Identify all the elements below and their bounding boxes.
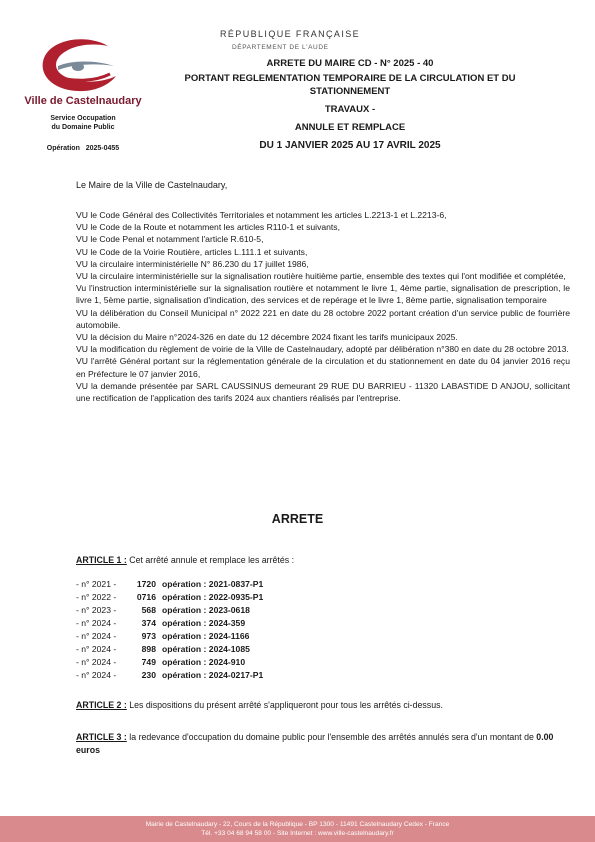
op-label: opération : [162,657,207,667]
op-number: 568 [141,605,156,615]
article-1-label: ARTICLE 1 : [76,555,127,565]
service-name [18,114,148,132]
op-value: 2022-0935-P1 [208,592,264,602]
footer-address: Mairie de Castelnaudary - 22, Cours de la République - BP 1300 - 11491 Castelnaudary Cedex - France [145,821,450,828]
op-value: 2021-0837-P1 [208,579,264,589]
departement-header: DÉPARTEMENT DE L'AUDE [232,44,329,51]
list-item [76,604,263,617]
vu-item: VU la modification du règlement de voirie de la Ville de Castelnaudary, adopté par délibération n°380 en date du 28 octobre 2013. [76,344,569,355]
title-line-1: ARRETE DU MAIRE CD - N° 2025 - 40 [266,58,434,69]
list-item [76,643,263,656]
op-ref [162,669,263,682]
op-number: 1720 [136,579,156,589]
vu-item: VU le Code de la Route et notamment les articles R110-1 et suivants, [76,222,340,233]
vu-item: Vu l'instruction interministérielle sur la signalisation routière et notamment le livre 1, 4ème partie, signalisation de prescription, le livre 1, 5ème partie, signalisation d'indication, des services et de repérage et le livre 1, 8ème partie, signalisation temporaire [76,283,570,306]
title-line-4: ANNULE ET REMPLACE [294,122,406,133]
op-ref [162,630,249,643]
vu-list [76,209,570,404]
operation-label: Opération [46,145,80,152]
list-item [76,591,263,604]
article-2 [76,700,443,710]
op-ref [162,617,245,630]
operation-ref [18,145,148,152]
op-prefix: - n° 2021 - [76,579,117,589]
op-value: 2024-1085 [208,644,250,654]
article-1-text: Cet arrêté annule et remplace les arrêtés : [126,555,295,565]
article-2-label: ARTICLE 2 : [76,700,127,710]
vu-item: VU le Code Général des Collectivités Territoriales et notamment les articles L.2213-1 et L.2213-6, [76,210,447,220]
op-value: 2023-0618 [208,605,250,615]
op-label: opération : [162,644,207,654]
op-number: 973 [141,631,156,641]
republique-header: RÉPUBLIQUE FRANÇAISE [220,29,361,39]
list-item [76,578,263,591]
op-label: opération : [162,605,207,615]
list-item [76,630,263,643]
op-prefix: - n° 2023 - [76,605,117,615]
article-3-label: ARTICLE 3 : [76,732,127,742]
op-ref [162,643,250,656]
title-line-3: TRAVAUX - [324,104,376,115]
title-line-2: PORTANT REGLEMENTATION TEMPORAIRE DE LA CIRCULATION ET DU STATIONNEMENT [184,73,516,97]
vu-item: VU la délibération du Conseil Municipal n° 2022 221 en date du 28 octobre 2022 portant création d'un service public de fourrière automobile. [76,307,570,330]
op-ref [162,591,263,604]
op-number: 749 [141,657,156,667]
vu-item: VU la circulaire interministérielle N° 86.230 du 17 juillet 1986, [76,258,309,269]
op-label: opération : [162,579,207,589]
list-item [76,656,263,669]
article-2-text: Les dispositions du présent arrêté s'appliqueront pour tous les arrêtés ci-dessus. [126,700,443,710]
footer-contact: Tél. +33 04 68 94 58 00 - Site Internet : www.ville-castelnaudary.fr [201,830,394,837]
city-logo [38,36,120,94]
op-value: 2024-1166 [208,631,250,641]
op-value: 2024-359 [208,618,246,628]
page-footer [0,816,595,842]
op-number: 230 [141,670,156,680]
op-label: opération : [162,670,207,680]
op-ref [162,656,245,669]
service-line-2: du Domaine Public [51,124,115,131]
op-prefix: - n° 2024 - [76,670,117,680]
op-prefix: - n° 2022 - [76,592,117,602]
vu-item: VU la décision du Maire n°2024-326 en date du 12 décembre 2024 fixant les tarifs municipaux 2025. [76,332,458,343]
arrete-heading: ARRETE [271,512,324,526]
article-3-text: la redevance d'occupation du domaine public pour l'ensemble des arrêtés annulés sera d'un montant de [126,732,537,742]
article-3 [76,731,570,757]
op-number: 374 [141,618,156,628]
op-value: 2024-0217-P1 [208,670,264,680]
decree-title [160,57,540,152]
intro-text: Le Maire de la Ville de Castelnaudary, [76,180,228,190]
operations-list [76,578,263,682]
op-label: opération : [162,618,207,628]
vu-item: VU le Code Penal et notamment l'article R.610-5, [76,234,264,245]
op-prefix: - n° 2024 - [76,657,117,667]
op-ref [162,578,263,591]
vu-item: VU la circulaire interministérielle sur la signalisation routière huitième partie, ensemble des textes qui l'ont modifiée et complétée, [76,271,566,282]
list-item [76,617,263,630]
op-label: opération : [162,631,207,641]
op-number: 0716 [136,592,156,602]
vu-item: VU la demande présentée par SARL CAUSSINUS demeurant 29 RUE DU BARRIEU - 11320 LABASTIDE D ANJOU, sollicitant une rectification de l'application des tarifs 2024 aux chantiers réalisés par l'entreprise. [76,380,570,404]
op-label: opération : [162,592,207,602]
op-prefix: - n° 2024 - [76,618,117,628]
op-value: 2024-910 [208,657,246,667]
article-3-amount: 0.00 euros [76,732,554,755]
op-prefix: - n° 2024 - [76,644,117,654]
city-name: Ville de Castelnaudary [24,95,142,107]
title-line-5: DU 1 JANVIER 2025 AU 17 AVRIL 2025 [259,140,441,151]
list-item [76,669,263,682]
operation-value: 2025-0455 [85,145,120,152]
vu-item: VU l'arrêté Général portant sur la réglementation générale de la circulation et du stationnement en date du 04 janvier 2016 reçu en Préfecture le 07 janvier 2016, [76,356,570,379]
article-1 [76,555,294,565]
service-line-1: Service Occupation [50,115,116,122]
op-ref [162,604,250,617]
vu-item: VU le Code de la Voirie Routière, articles L.111.1 et suivants, [76,246,308,257]
op-prefix: - n° 2024 - [76,631,117,641]
op-number: 898 [141,644,156,654]
